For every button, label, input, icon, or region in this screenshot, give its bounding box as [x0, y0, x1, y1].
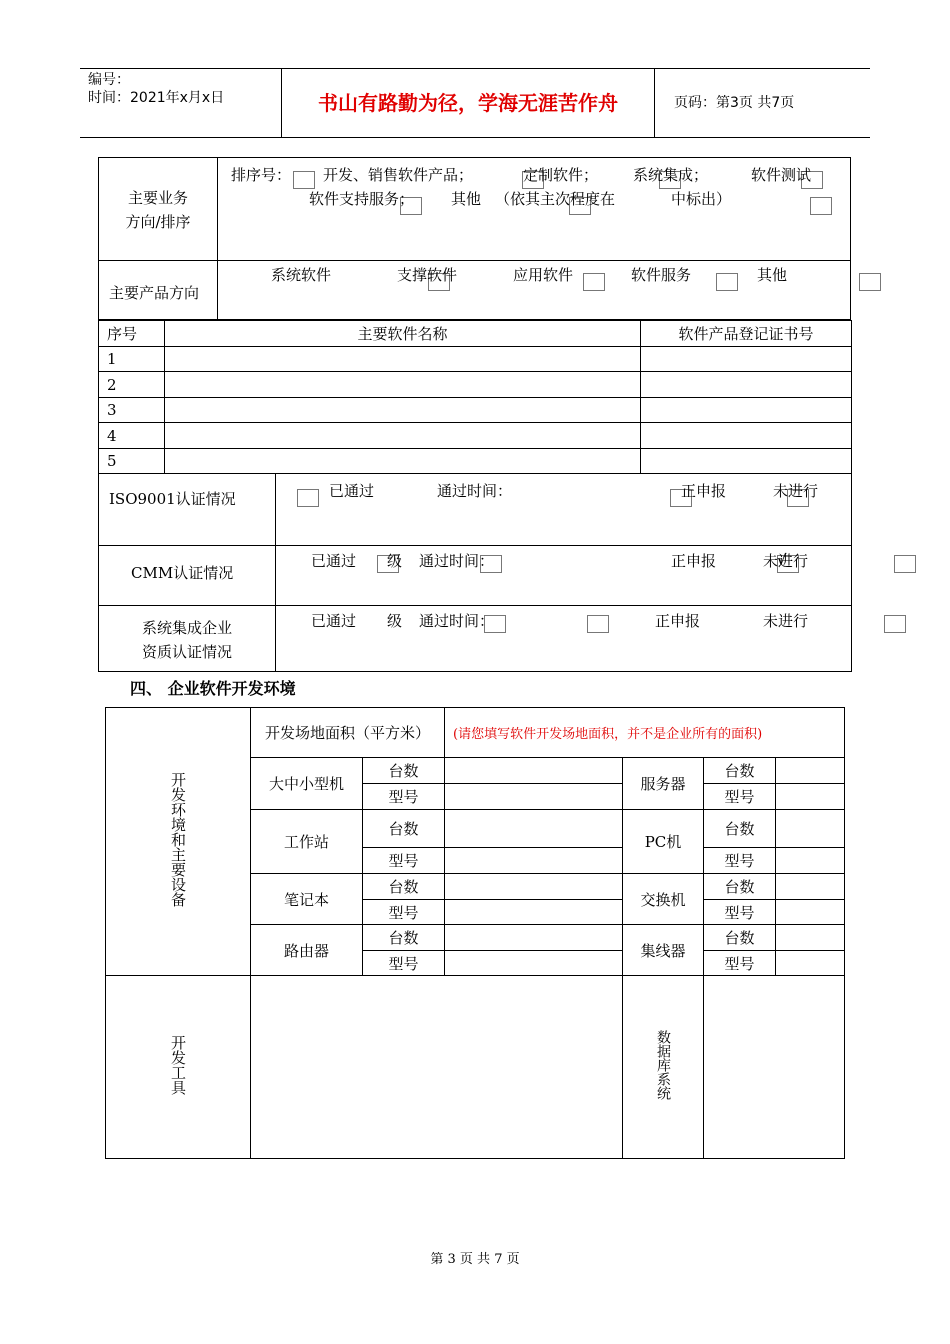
cmm-level: 级 — [387, 552, 403, 570]
value-cell[interactable] — [445, 810, 623, 848]
value-cell[interactable] — [776, 758, 845, 784]
cmm-label: CMM认证情况 — [131, 564, 234, 582]
row-num: 5 — [99, 449, 165, 474]
model-label: 型号 — [363, 900, 445, 925]
count-label: 台数 — [363, 810, 445, 848]
name-cell[interactable] — [165, 347, 641, 372]
value-cell[interactable] — [445, 925, 623, 951]
opt-support: 软件支持服务； — [309, 190, 415, 208]
cert-cell[interactable] — [641, 423, 852, 449]
prod-support: 支撑软件 — [397, 266, 458, 284]
area-note: (请您填写软件开发场地面积，并不是企业所有的面积) — [453, 727, 763, 742]
si-notdone: 未进行 — [763, 612, 809, 630]
sort-prefix: 排序号： — [231, 166, 292, 184]
device-left: 工作站 — [251, 810, 363, 874]
value-cell[interactable] — [776, 900, 845, 925]
software-table — [98, 320, 852, 474]
page-header — [80, 68, 870, 138]
row-num: 1 — [99, 347, 165, 372]
prod-other: 其他 — [757, 266, 788, 284]
database-cell[interactable] — [704, 976, 845, 1159]
number-label: 编号： — [88, 72, 130, 88]
value-cell[interactable] — [445, 951, 623, 976]
row-num: 3 — [99, 398, 165, 423]
iso-passed: 已通过 — [329, 482, 375, 500]
opt-dev-sales: 开发、销售软件产品； — [323, 166, 474, 184]
model-label: 型号 — [363, 848, 445, 874]
cert-cell[interactable] — [641, 347, 852, 372]
iso-label: ISO9001认证情况 — [109, 490, 236, 508]
cmm-applying: 正申报 — [671, 552, 717, 570]
database-label-cell — [623, 976, 704, 1159]
iso-passed-checkbox[interactable] — [297, 489, 319, 507]
row-num: 2 — [99, 372, 165, 398]
device-right: 服务器 — [623, 758, 704, 810]
value-cell[interactable] — [445, 758, 623, 784]
checkbox-prod-app[interactable] — [716, 273, 738, 291]
iso-applying: 正申报 — [681, 482, 727, 500]
cmm-passed: 已通过 — [311, 552, 357, 570]
motto: 书山有路勤为径，学海无涯苦作舟 — [282, 69, 655, 137]
value-cell[interactable] — [776, 951, 845, 976]
business-box — [98, 157, 851, 320]
page-footer: 第 3 页 共 7 页 — [430, 1252, 520, 1267]
prod-app: 应用软件 — [513, 266, 574, 284]
si-applying: 正申报 — [655, 612, 701, 630]
cmm-time: 通过时间： — [419, 552, 495, 570]
value-cell[interactable] — [445, 784, 623, 810]
prod-service: 软件服务 — [631, 266, 692, 284]
section-title: 四、 企业软件开发环境 — [130, 679, 296, 698]
prod-system: 系统软件 — [271, 266, 332, 284]
count-label: 台数 — [704, 758, 776, 784]
cmm-notdone-checkbox[interactable] — [894, 555, 916, 573]
checkbox-dev-sales[interactable] — [293, 171, 315, 189]
products-label: 主要产品方向 — [109, 284, 200, 302]
dev-tools-cell[interactable] — [251, 976, 623, 1159]
si-level: 级 — [387, 612, 403, 630]
value-cell[interactable] — [776, 784, 845, 810]
date-label: 时间：2021年x月x日 — [88, 90, 225, 106]
cmm-notdone: 未进行 — [763, 552, 809, 570]
name-cell[interactable] — [165, 372, 641, 398]
value-cell[interactable] — [776, 925, 845, 951]
checkbox-prod-service[interactable] — [859, 273, 881, 291]
opt-other: 其他 — [451, 190, 482, 208]
col-name: 主要软件名称 — [165, 321, 641, 347]
count-label: 台数 — [704, 874, 776, 900]
device-left: 笔记本 — [251, 874, 363, 925]
opt-testing: 软件测试 — [751, 166, 812, 184]
cert-cell[interactable] — [641, 398, 852, 423]
device-right: PC机 — [623, 810, 704, 874]
model-label: 型号 — [363, 951, 445, 976]
si-label: 系统集成企业 资质认证情况 — [141, 619, 232, 661]
cert-box — [98, 474, 852, 672]
si-passed: 已通过 — [311, 612, 357, 630]
device-left: 路由器 — [251, 925, 363, 976]
dev-tools-label-cell — [106, 976, 251, 1159]
model-label: 型号 — [704, 951, 776, 976]
value-cell[interactable] — [445, 900, 623, 925]
database-label: 数据库系统 — [655, 1030, 671, 1100]
count-label: 台数 — [363, 758, 445, 784]
device-right: 交换机 — [623, 874, 704, 925]
value-cell[interactable] — [776, 810, 845, 848]
count-label: 台数 — [363, 874, 445, 900]
count-label: 台数 — [363, 925, 445, 951]
si-level-checkbox[interactable] — [587, 615, 609, 633]
model-label: 型号 — [704, 900, 776, 925]
checkbox-note[interactable] — [810, 197, 832, 215]
dev-tools-label: 开发工具 — [169, 1035, 187, 1095]
si-time: 通过时间： — [419, 612, 495, 630]
value-cell[interactable] — [776, 874, 845, 900]
area-label: 开发场地面积（平方米） — [251, 708, 445, 758]
name-cell[interactable] — [165, 449, 641, 474]
si-applying-checkbox[interactable] — [884, 615, 906, 633]
env-label: 开发环境和主要设备 — [169, 772, 187, 907]
iso-notdone: 未进行 — [773, 482, 819, 500]
device-left: 大中小型机 — [251, 758, 363, 810]
page-label: 页码：第3页 共7页 — [674, 95, 795, 111]
name-cell[interactable] — [165, 398, 641, 423]
value-cell[interactable] — [776, 848, 845, 874]
count-label: 台数 — [704, 810, 776, 848]
col-cert: 软件产品登记证书号 — [641, 321, 852, 347]
business-label: 主要业务 方向/排序 — [125, 189, 191, 231]
count-label: 台数 — [704, 925, 776, 951]
device-right: 集线器 — [623, 925, 704, 976]
checkbox-prod-support[interactable] — [583, 273, 605, 291]
value-cell[interactable] — [445, 874, 623, 900]
model-label: 型号 — [363, 784, 445, 810]
value-cell[interactable] — [445, 848, 623, 874]
dev-env-table — [105, 707, 845, 1159]
env-label-cell — [106, 708, 251, 976]
iso-time: 通过时间： — [437, 482, 513, 500]
model-label: 型号 — [704, 848, 776, 874]
name-cell[interactable] — [165, 423, 641, 449]
row-num: 4 — [99, 423, 165, 449]
header-left — [80, 69, 282, 137]
note-b: 中标出） — [671, 190, 732, 208]
cert-cell[interactable] — [641, 372, 852, 398]
note-a: （依其主次程度在 — [495, 190, 616, 208]
opt-integration: 系统集成； — [633, 166, 709, 184]
cert-cell[interactable] — [641, 449, 852, 474]
area-cell[interactable] — [445, 708, 845, 758]
model-label: 型号 — [704, 784, 776, 810]
opt-custom: 定制软件； — [523, 166, 599, 184]
col-seq: 序号 — [99, 321, 165, 347]
